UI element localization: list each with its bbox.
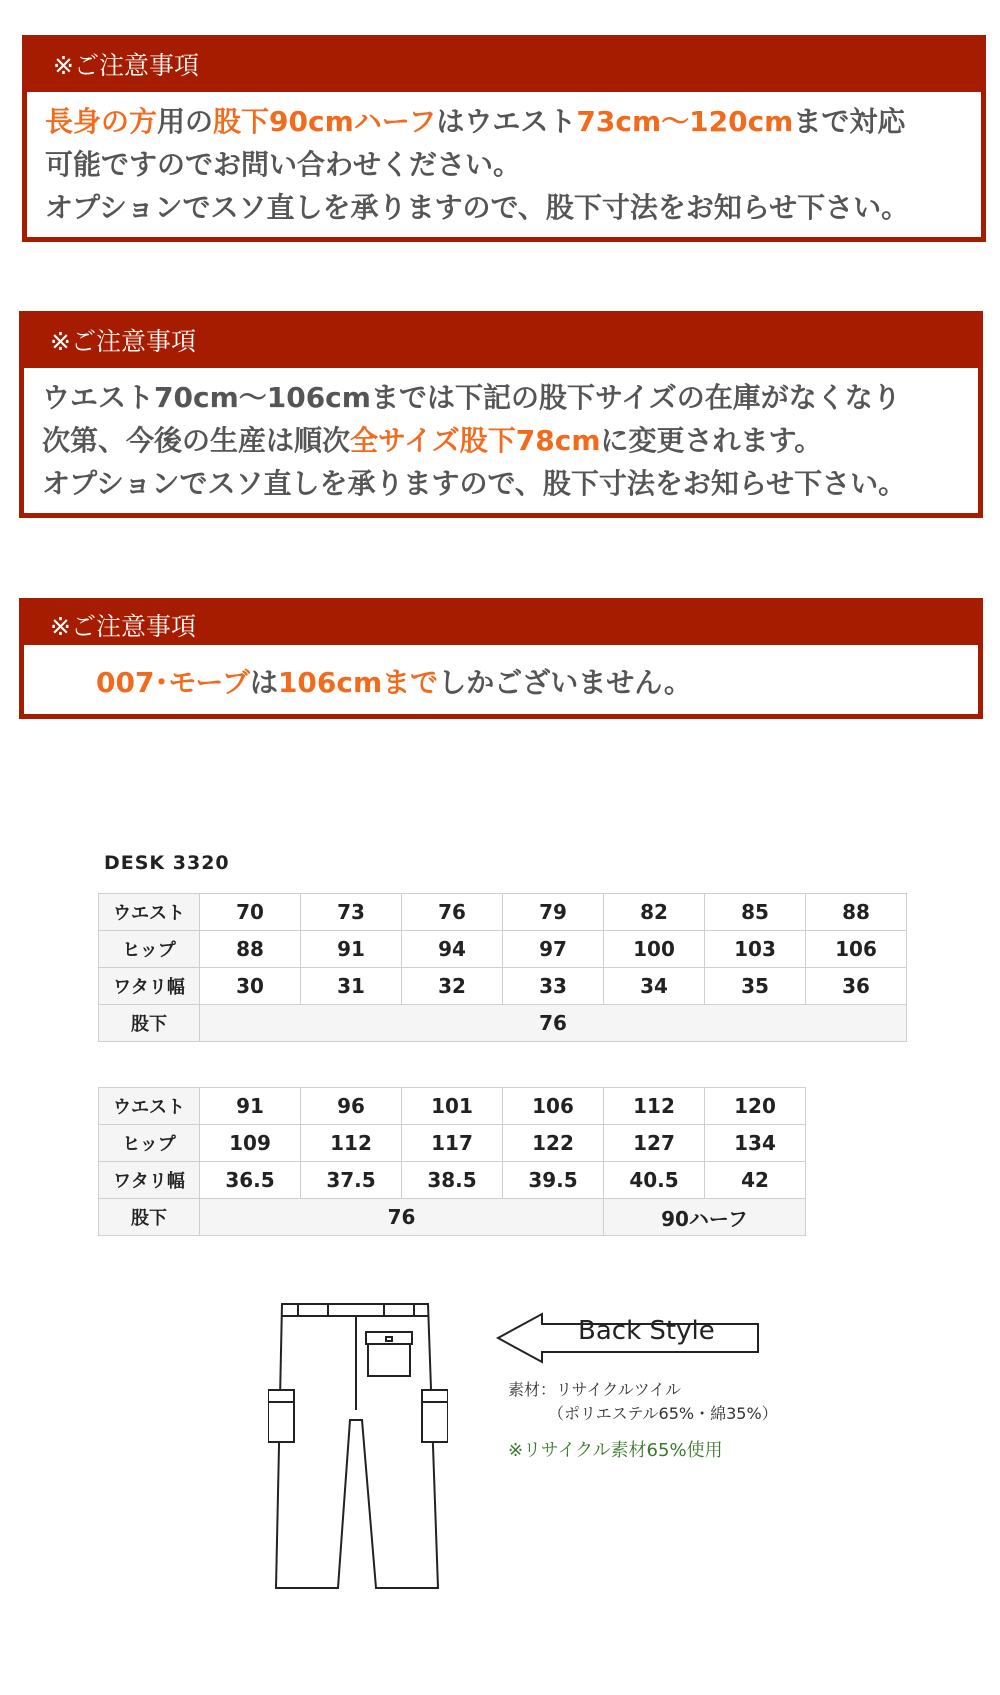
table-cell: 70 bbox=[200, 894, 301, 931]
table-row-inseam bbox=[99, 1005, 907, 1042]
notice-line bbox=[45, 186, 981, 229]
notice-text: に変更されます。 bbox=[600, 424, 823, 457]
table-cell: 88 bbox=[806, 894, 907, 931]
notice-body bbox=[24, 645, 978, 714]
table-cell: 97 bbox=[503, 931, 604, 968]
notice-header: ※ご注意事項 bbox=[27, 40, 981, 92]
table-row-hip bbox=[99, 1125, 806, 1162]
notice-text-highlight: 全サイズ股下78cm bbox=[350, 424, 601, 457]
table-cell: 31 bbox=[301, 968, 402, 1005]
notice-line bbox=[45, 100, 981, 143]
notice-line bbox=[42, 419, 978, 462]
table-cell: 101 bbox=[402, 1088, 503, 1125]
table-row-thigh bbox=[99, 968, 907, 1005]
notice-text: オプションでスソ直しを承りますので、股下寸法をお知らせ下さい。 bbox=[42, 467, 907, 500]
table-cell: 90ハーフ bbox=[604, 1199, 806, 1236]
table-cell: 120 bbox=[705, 1088, 806, 1125]
table-cell: 30 bbox=[200, 968, 301, 1005]
table-cell: 103 bbox=[705, 931, 806, 968]
material-info bbox=[508, 1378, 778, 1426]
back-style-label: Back Style bbox=[578, 1316, 715, 1346]
table-cell: 34 bbox=[604, 968, 705, 1005]
table-row-thigh bbox=[99, 1162, 806, 1199]
table-cell: 39.5 bbox=[503, 1162, 604, 1199]
notice-text-highlight: 長身の方 bbox=[45, 105, 158, 138]
table-cell: 76 bbox=[200, 1005, 907, 1042]
table-cell: 82 bbox=[604, 894, 705, 931]
notice-text: まで対応 bbox=[793, 105, 906, 138]
row-label: ウエスト bbox=[99, 894, 200, 931]
notice-text: は bbox=[249, 666, 278, 699]
recycle-note: ※リサイクル素材65%使用 bbox=[508, 1440, 723, 1461]
row-label: ヒップ bbox=[99, 1125, 200, 1162]
notice-header: ※ご注意事項 bbox=[24, 603, 978, 645]
notice-text-highlight: 73cm〜120cm bbox=[576, 105, 794, 138]
notice-line bbox=[42, 376, 978, 419]
table-cell: 100 bbox=[604, 931, 705, 968]
table-cell: 96 bbox=[301, 1088, 402, 1125]
notice-line bbox=[96, 661, 978, 704]
table-row-inseam bbox=[99, 1199, 806, 1236]
table-cell: 76 bbox=[402, 894, 503, 931]
table-cell: 91 bbox=[200, 1088, 301, 1125]
notice-box-1 bbox=[22, 35, 986, 242]
table-cell: 112 bbox=[301, 1125, 402, 1162]
row-label: ヒップ bbox=[99, 931, 200, 968]
row-label: 股下 bbox=[99, 1199, 200, 1236]
notice-text-highlight: 106cmまで bbox=[277, 666, 439, 699]
table-cell: 88 bbox=[200, 931, 301, 968]
notice-text: オプションでスソ直しを承りますので、股下寸法をお知らせ下さい。 bbox=[45, 191, 910, 224]
notice-text: ウエスト70cm〜106cmまでは下記の股下サイズの在庫がなくなり bbox=[42, 381, 901, 414]
table-cell: 36 bbox=[806, 968, 907, 1005]
table-cell: 33 bbox=[503, 968, 604, 1005]
table-cell: 36.5 bbox=[200, 1162, 301, 1199]
table-cell: 42 bbox=[705, 1162, 806, 1199]
notice-text-highlight: 007･モーブ bbox=[96, 666, 250, 699]
notice-line bbox=[45, 143, 981, 186]
table-cell: 73 bbox=[301, 894, 402, 931]
notice-text: 次第、今後の生産は順次 bbox=[42, 424, 351, 457]
table-cell: 127 bbox=[604, 1125, 705, 1162]
row-label: ワタリ幅 bbox=[99, 1162, 200, 1199]
notice-text: 可能ですのでお問い合わせください。 bbox=[45, 148, 522, 181]
pants-back-illustration bbox=[268, 1300, 448, 1600]
table-cell: 32 bbox=[402, 968, 503, 1005]
table-cell: 112 bbox=[604, 1088, 705, 1125]
table-cell: 38.5 bbox=[402, 1162, 503, 1199]
table-cell: 134 bbox=[705, 1125, 806, 1162]
material-line: 素材：リサイクルツイル bbox=[508, 1380, 681, 1399]
table-row-waist bbox=[99, 894, 907, 931]
row-label: ウエスト bbox=[99, 1088, 200, 1125]
notice-body bbox=[24, 368, 978, 513]
table-cell: 91 bbox=[301, 931, 402, 968]
table-cell: 85 bbox=[705, 894, 806, 931]
notice-box-3 bbox=[19, 598, 983, 719]
table-cell: 106 bbox=[503, 1088, 604, 1125]
notice-header: ※ご注意事項 bbox=[24, 316, 978, 368]
table-cell: 35 bbox=[705, 968, 806, 1005]
product-code-title: DESK 3320 bbox=[104, 852, 230, 874]
table-cell: 40.5 bbox=[604, 1162, 705, 1199]
table-cell: 37.5 bbox=[301, 1162, 402, 1199]
table-cell: 109 bbox=[200, 1125, 301, 1162]
notice-text-highlight: 股下90cmハーフ bbox=[213, 105, 437, 138]
notice-box-2 bbox=[19, 311, 983, 518]
size-table-1 bbox=[98, 893, 907, 1042]
table-cell: 122 bbox=[503, 1125, 604, 1162]
row-label: 股下 bbox=[99, 1005, 200, 1042]
material-composition: （ポリエステル65%・綿35%） bbox=[548, 1404, 778, 1423]
notice-line bbox=[42, 462, 978, 505]
table-row-hip bbox=[99, 931, 907, 968]
table-cell: 76 bbox=[200, 1199, 604, 1236]
notice-text: しかございません。 bbox=[438, 666, 692, 699]
row-label: ワタリ幅 bbox=[99, 968, 200, 1005]
notice-text: はウエスト bbox=[436, 105, 577, 138]
table-cell: 79 bbox=[503, 894, 604, 931]
table-cell: 117 bbox=[402, 1125, 503, 1162]
size-table-2 bbox=[98, 1087, 806, 1236]
table-cell: 94 bbox=[402, 931, 503, 968]
table-cell: 106 bbox=[806, 931, 907, 968]
notice-body bbox=[27, 92, 981, 237]
table-row-waist bbox=[99, 1088, 806, 1125]
notice-text: 用の bbox=[157, 105, 214, 138]
